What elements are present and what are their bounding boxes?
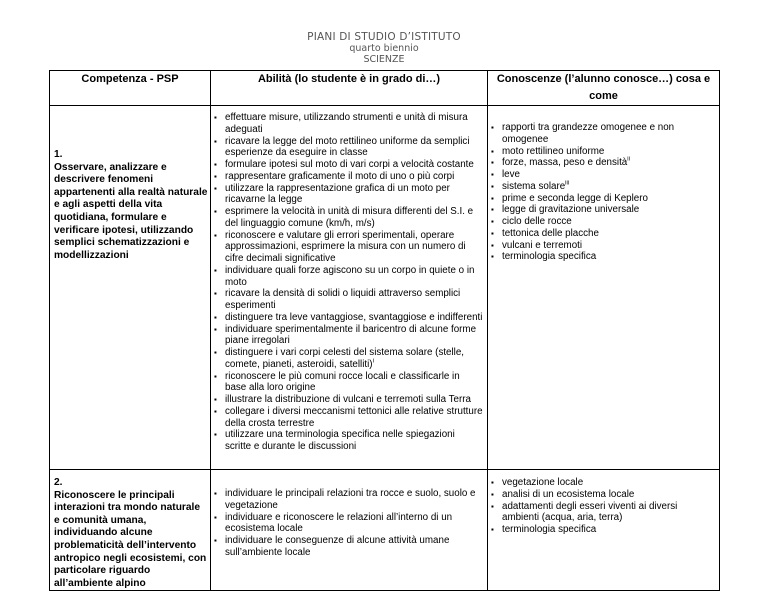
list-item — [488, 477, 715, 489]
conoscenze-list — [488, 122, 719, 263]
curriculum-table — [49, 70, 720, 591]
list-item — [488, 157, 715, 169]
competenza-text: Osservare, analizzare e descrivere fenomeni appartenenti alla realtà naturale e agli aspetti della vita quotidiana, formulare e verificare ipotesi, utilizzando semplici schematizzazioni e modellizzazioni — [54, 161, 208, 261]
list-item-text: esprimere la velocità in unità di misura differenti del S.I. e del linguaggio comune (km/h, m/s) — [225, 206, 474, 229]
list-item — [211, 406, 483, 430]
footnote-marker: ii — [627, 156, 630, 163]
list-item — [488, 169, 715, 181]
list-item-text: legge di gravitazione universale — [502, 204, 640, 216]
list-item — [488, 251, 715, 263]
list-item-text: effettuare misure, utilizzando strumenti e unità di misura adeguati — [225, 112, 468, 135]
abilita-cell — [211, 470, 488, 591]
list-item — [488, 524, 715, 536]
conoscenze-cell — [488, 470, 720, 591]
list-item — [488, 240, 715, 252]
list-item-text: ricavare la legge del moto rettilineo uniforme da semplici esperienze da eseguire in classe — [225, 135, 470, 159]
list-item-text: individuare le conseguenze di alcune attività umane sull’ambiente locale — [225, 535, 450, 558]
list-item-text: moto rettilineo uniforme — [502, 145, 605, 157]
list-item-text: individuare quali forze agiscono su un corpo in quiete o in moto — [225, 264, 475, 288]
table-row — [50, 106, 720, 470]
list-item-text: riconoscere e valutare gli errori sperimentali, operare approssimazioni, esprimere la misura con un numero di cifre decimali significative — [225, 229, 466, 264]
table-header-row — [50, 71, 720, 106]
list-item-text: distinguere i vari corpi celesti del sistema solare (stelle, comete, pianeti, asteroidi, satelliti) — [225, 347, 465, 370]
column-header-abilita: Abilità (lo studente è in grado di…) — [211, 71, 488, 106]
list-item-text: illustrare la distribuzione di vulcani e terremoti sulla Terra — [225, 394, 471, 405]
document-header — [0, 31, 768, 65]
abilita-cell — [211, 106, 488, 470]
list-item — [211, 171, 483, 183]
list-item-text: prime e seconda legge di Keplero — [502, 192, 648, 204]
conoscenze-list — [488, 477, 719, 536]
list-item-text: terminologia specifica — [502, 251, 597, 263]
competenza-number: 1. — [54, 149, 63, 160]
footnote-marker: i — [372, 358, 374, 365]
abilita-list — [211, 488, 487, 559]
list-item-text: terminologia specifica — [502, 524, 597, 535]
list-item — [211, 312, 483, 324]
list-item-text: forze, massa, peso e densità — [502, 157, 628, 169]
competenza-text: Riconoscere le principali interazioni tra mondo naturale e comunità umana, individuando alcune problematicità dell’intervento antropico negli ecosistemi, con particolare riguardo all’ambiente alpino — [54, 489, 207, 589]
list-item-text: leve — [502, 169, 520, 180]
list-item — [211, 230, 483, 265]
list-item — [488, 489, 715, 501]
list-item-text: ciclo delle rocce — [502, 216, 572, 227]
list-item-text: rappresentare graficamente il moto di uno o più corpi — [225, 170, 455, 182]
list-item — [488, 193, 715, 205]
list-item — [488, 501, 715, 525]
list-item — [211, 394, 483, 406]
subject-title: SCIENZE — [363, 54, 405, 65]
column-header-conoscenze: Conoscenze (l’alunno conosce…) cosa e come — [488, 71, 720, 106]
list-item — [211, 535, 483, 559]
list-item — [488, 216, 715, 228]
list-item — [488, 146, 715, 158]
list-item-text: utilizzare la rappresentazione grafica di un moto per ricavarne la legge — [225, 182, 450, 206]
list-item-text: ricavare la densità di solidi o liquidi attraverso semplici esperimenti — [225, 288, 461, 311]
list-item — [211, 429, 483, 453]
list-item — [488, 122, 715, 146]
list-item-text: collegare i diversi meccanismi tettonici alle relative strutture della crosta terrestre — [225, 405, 483, 429]
column-header-competenza: Competenza - PSP — [50, 71, 211, 106]
list-item — [211, 324, 483, 348]
list-item-text: adattamenti degli esseri viventi ai diversi ambienti (acqua, aria, terra) — [502, 500, 678, 524]
list-item-text: riconoscere le più comuni rocce locali e classificarle in base alla loro origine — [225, 370, 460, 394]
list-item-text: formulare ipotesi sul moto di vari corpi a velocità costante — [225, 159, 474, 170]
list-item — [488, 181, 715, 193]
competenza-cell — [50, 106, 211, 470]
list-item — [211, 183, 483, 207]
list-item — [211, 288, 483, 312]
competenza-number: 2. — [54, 477, 63, 488]
list-item-text: individuare sperimentalmente il baricentro di alcune forme piane irregolari — [225, 323, 477, 347]
list-item-text: vegetazione locale — [502, 477, 584, 488]
list-item-text: utilizzare una terminologia specifica nelle spiegazioni scritte e durante le discussioni — [225, 429, 455, 452]
competenza-cell — [50, 470, 211, 591]
list-item-text: distinguere tra leve vantaggiose, svantaggiose e indifferenti — [225, 311, 483, 323]
list-item-text: rapporti tra grandezze omogenee e non omogenee — [502, 122, 675, 145]
list-item — [211, 112, 483, 136]
conoscenze-cell — [488, 106, 720, 470]
list-item-text: individuare e riconoscere le relazioni all’interno di un ecosistema locale — [225, 511, 453, 535]
list-item — [211, 136, 483, 160]
list-item — [211, 347, 483, 371]
list-item — [211, 488, 483, 512]
document-subtitle: quarto biennio — [349, 43, 419, 54]
list-item-text: sistema solare — [502, 180, 566, 192]
list-item — [488, 204, 715, 216]
list-item-text: tettonica delle placche — [502, 227, 599, 239]
table-row — [50, 470, 720, 591]
list-item — [211, 159, 483, 171]
footnote-marker: iii — [565, 180, 570, 187]
list-item — [211, 265, 483, 289]
list-item — [211, 206, 483, 230]
list-item-text: analisi di un ecosistema locale — [502, 488, 635, 500]
document-title: PIANI DI STUDIO D’ISTITUTO — [307, 31, 461, 43]
list-item-text: individuare le principali relazioni tra rocce e suolo, suolo e vegetazione — [225, 488, 476, 511]
list-item-text: vulcani e terremoti — [502, 239, 583, 251]
abilita-list — [211, 112, 487, 453]
list-item — [211, 371, 483, 395]
list-item — [488, 228, 715, 240]
list-item — [211, 512, 483, 536]
